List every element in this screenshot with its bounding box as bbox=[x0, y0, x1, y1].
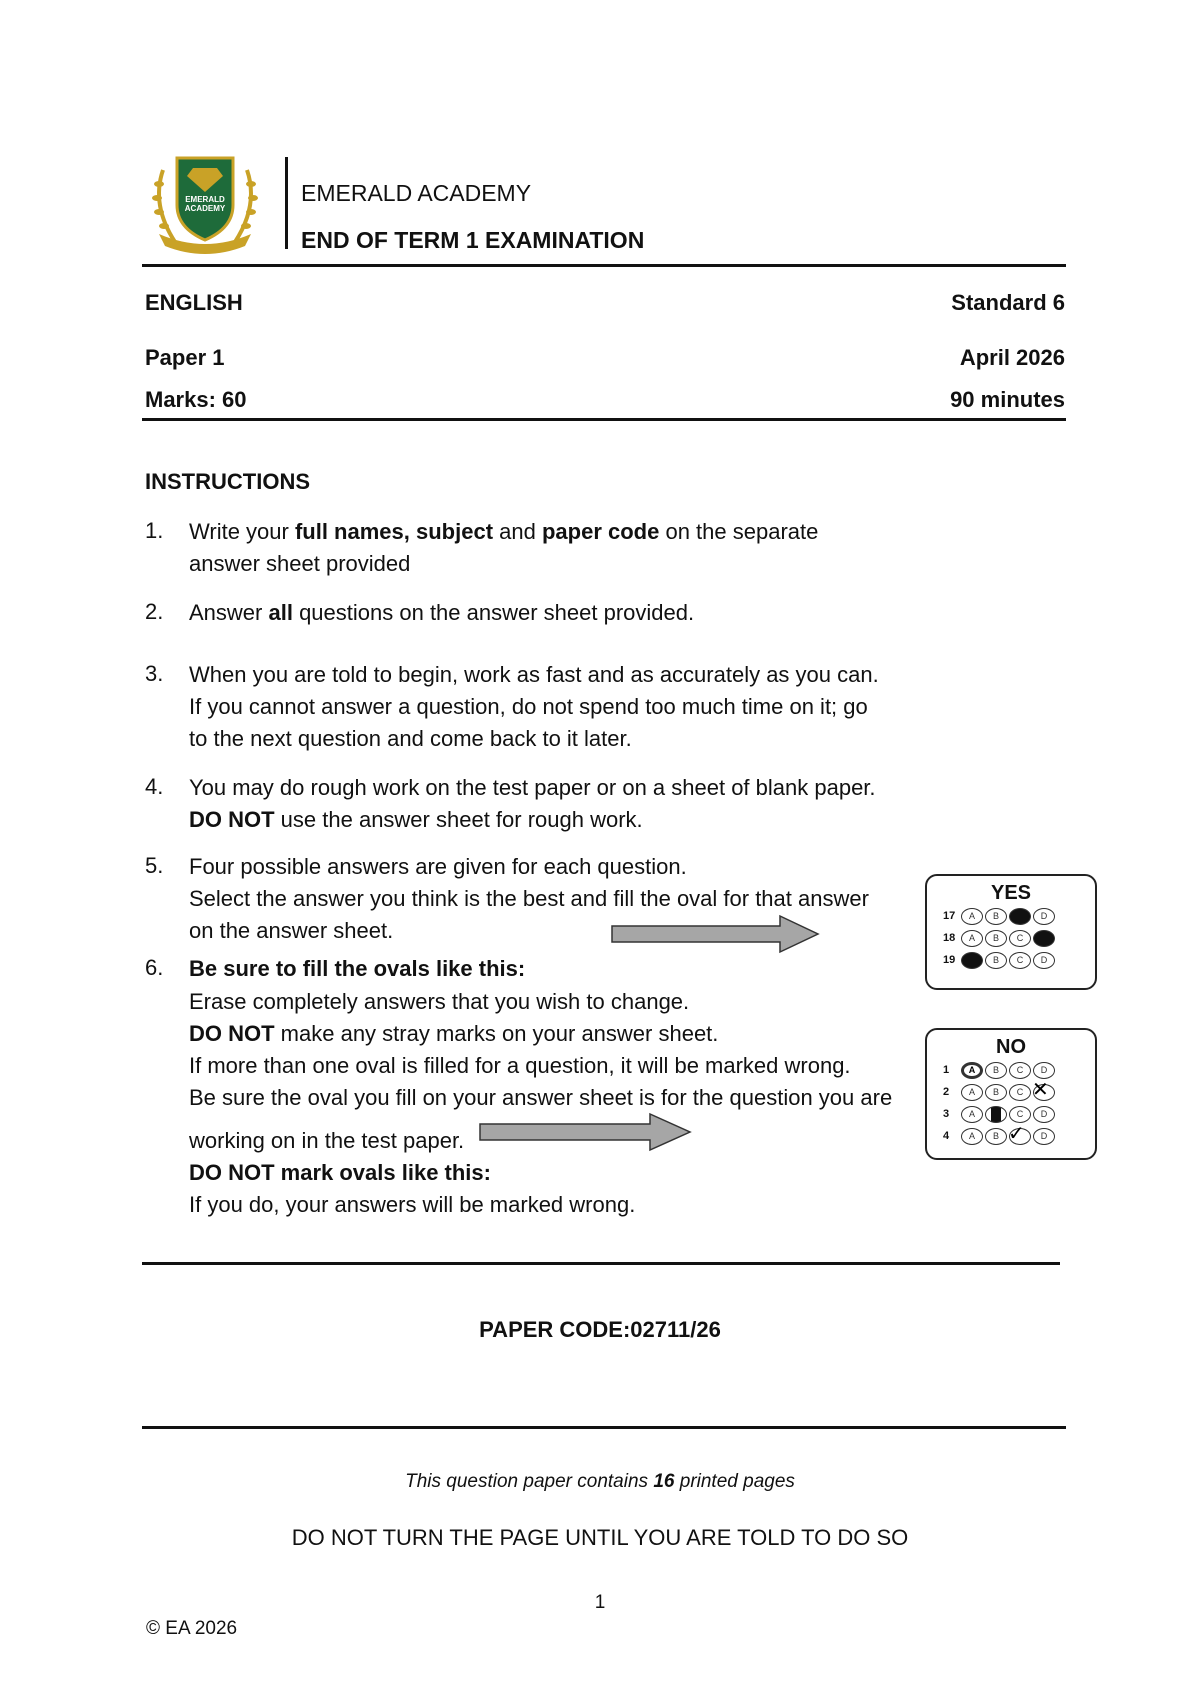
answer-oval: B bbox=[985, 1084, 1007, 1101]
answer-oval-ticked bbox=[1008, 1122, 1031, 1145]
paper-code: PAPER CODE:02711/26 bbox=[479, 1317, 721, 1342]
answer-oval: B bbox=[985, 930, 1007, 947]
text: questions on the answer sheet provided. bbox=[292, 600, 695, 625]
question-number: 19 bbox=[943, 954, 956, 966]
answer-oval: A bbox=[961, 1106, 983, 1123]
emphasis: full names bbox=[294, 519, 404, 544]
answer-oval: B bbox=[985, 1062, 1007, 1079]
emphasis: subject bbox=[416, 519, 494, 544]
duration: 90 minutes bbox=[950, 387, 1065, 412]
instruction-number: 5. bbox=[145, 853, 164, 878]
page-count: 16 bbox=[653, 1471, 675, 1492]
emphasis: DO NOT bbox=[189, 1021, 275, 1046]
info-row-marks bbox=[145, 387, 1065, 413]
arrow-to-no-example-icon bbox=[478, 1112, 694, 1157]
text: Answer bbox=[189, 600, 269, 625]
answer-oval: C bbox=[1009, 1062, 1031, 1079]
answer-oval: A bbox=[961, 930, 983, 947]
instruction-number: 4. bbox=[145, 774, 164, 799]
answer-oval: B bbox=[985, 1128, 1007, 1145]
example-row bbox=[943, 1078, 1095, 1103]
example-row bbox=[943, 1122, 1095, 1147]
copyright: © EA 2026 bbox=[146, 1618, 238, 1639]
text: make any stray marks on your answer sheet. bbox=[274, 1021, 719, 1046]
question-number: 3 bbox=[943, 1108, 950, 1120]
answer-oval: C bbox=[1009, 1084, 1031, 1101]
header-divider bbox=[285, 157, 288, 249]
answer-oval-crossed bbox=[1032, 1078, 1055, 1101]
instruction-1 bbox=[189, 516, 818, 580]
text: printed pages bbox=[674, 1471, 795, 1492]
text: This question paper contains bbox=[405, 1471, 654, 1492]
instruction-number: 2. bbox=[145, 599, 164, 624]
text: You may do rough work on the test paper or on a sheet of blank paper. bbox=[189, 775, 876, 800]
emphasis: paper code bbox=[541, 519, 660, 544]
answer-oval: D bbox=[1033, 908, 1055, 925]
answer-oval-circled: A bbox=[961, 1062, 983, 1079]
instruction-6-heading: Be sure to fill the ovals like this: bbox=[189, 956, 526, 981]
question-number: 4 bbox=[943, 1130, 950, 1142]
text: on the separate bbox=[659, 519, 819, 544]
question-number: 17 bbox=[943, 910, 956, 922]
school-name: EMERALD ACADEMY bbox=[301, 180, 532, 206]
answer-oval: A bbox=[961, 908, 983, 925]
page-count-note bbox=[0, 1471, 1200, 1493]
answer-oval: D bbox=[1033, 1106, 1055, 1123]
answer-oval: D bbox=[1033, 1128, 1055, 1145]
text: Write your bbox=[189, 519, 295, 544]
instructions-heading: INSTRUCTIONS bbox=[145, 469, 310, 494]
yes-example-title: YES bbox=[990, 882, 1032, 904]
text: Erase completely answers that you wish to change. bbox=[189, 989, 690, 1014]
question-number: 1 bbox=[943, 1064, 950, 1076]
check-mark-icon: ✓ bbox=[1008, 1122, 1025, 1145]
text: use the answer sheet for rough work. bbox=[274, 807, 643, 832]
page-number: 1 bbox=[594, 1592, 606, 1613]
answer-oval: A bbox=[961, 1084, 983, 1101]
text: Four possible answers are given for each question. bbox=[189, 854, 687, 879]
svg-text:ACADEMY: ACADEMY bbox=[184, 204, 226, 213]
school-crest-icon bbox=[145, 150, 265, 255]
answer-oval: B bbox=[985, 952, 1007, 969]
text: Be sure the oval you fill on your answer sheet is for the question you are bbox=[189, 1085, 893, 1110]
text: If you cannot answer a question, do not spend too much time on it; go bbox=[189, 694, 868, 719]
instruction-number: 1. bbox=[145, 518, 164, 543]
answer-oval-filled bbox=[961, 952, 983, 969]
no-example-box bbox=[925, 1028, 1097, 1160]
standard: Standard 6 bbox=[951, 290, 1065, 315]
subject: ENGLISH bbox=[145, 290, 243, 315]
marks: Marks: 60 bbox=[145, 387, 247, 412]
instruction-3 bbox=[189, 659, 879, 755]
instruction-6-result: If you do, your answers will be marked wrong. bbox=[189, 1192, 636, 1217]
emphasis: DO NOT bbox=[189, 807, 275, 832]
example-row bbox=[943, 949, 1095, 971]
do-not-turn-warning: DO NOT TURN THE PAGE UNTIL YOU ARE TOLD TO DO SO bbox=[291, 1525, 909, 1550]
info-row-subject bbox=[145, 290, 1065, 316]
no-example-title: NO bbox=[996, 1036, 1026, 1058]
instruction-6-warning: DO NOT mark ovals like this: bbox=[189, 1160, 491, 1185]
exam-date: April 2026 bbox=[959, 345, 1065, 370]
info-row-paper bbox=[145, 345, 1065, 371]
text: Select the answer you think is the best and fill the oval for that answer bbox=[189, 886, 869, 911]
arrow-to-yes-example-icon bbox=[610, 914, 822, 959]
answer-oval: D bbox=[1033, 952, 1055, 969]
rule-instructions bbox=[142, 1262, 1060, 1265]
rule-info bbox=[142, 418, 1066, 421]
answer-oval: C bbox=[1009, 1106, 1031, 1123]
paper-number: Paper 1 bbox=[145, 345, 225, 370]
rule-top bbox=[142, 264, 1066, 267]
text: answer sheet provided bbox=[189, 551, 411, 576]
question-number: 18 bbox=[943, 932, 956, 944]
instruction-4 bbox=[189, 772, 876, 836]
text: to the next question and come back to it later. bbox=[189, 726, 632, 751]
answer-oval: C bbox=[1009, 930, 1031, 947]
instruction-6 bbox=[189, 986, 892, 1114]
answer-oval: A bbox=[961, 1128, 983, 1145]
example-row bbox=[943, 905, 1095, 927]
text: If more than one oval is filled for a question, it will be marked wrong. bbox=[189, 1053, 851, 1078]
exam-title: END OF TERM 1 EXAMINATION bbox=[301, 227, 645, 253]
yes-example-box bbox=[925, 874, 1097, 990]
answer-oval-filled bbox=[1033, 930, 1055, 947]
answer-oval-partial bbox=[985, 1106, 1007, 1123]
example-row bbox=[943, 927, 1095, 949]
emphasis: , bbox=[403, 519, 416, 544]
answer-oval: D bbox=[1033, 1062, 1055, 1079]
example-row bbox=[943, 1059, 1095, 1081]
instruction-number: 6. bbox=[145, 955, 164, 980]
answer-oval: C bbox=[1009, 952, 1031, 969]
question-number: 2 bbox=[943, 1086, 950, 1098]
text: on the answer sheet. bbox=[189, 918, 394, 943]
cross-mark-icon: ✕ bbox=[1032, 1078, 1049, 1101]
answer-oval-filled bbox=[1009, 908, 1031, 925]
text: and bbox=[493, 519, 542, 544]
emphasis: all bbox=[268, 600, 293, 625]
text: When you are told to begin, work as fast and as accurately as you can. bbox=[189, 662, 879, 687]
answer-oval: B bbox=[985, 908, 1007, 925]
instruction-number: 3. bbox=[145, 661, 164, 686]
instruction-6-cont: working on in the test paper. bbox=[189, 1128, 465, 1153]
rule-bottom bbox=[142, 1426, 1066, 1429]
svg-text:EMERALD: EMERALD bbox=[185, 195, 225, 204]
instruction-2 bbox=[189, 597, 694, 629]
